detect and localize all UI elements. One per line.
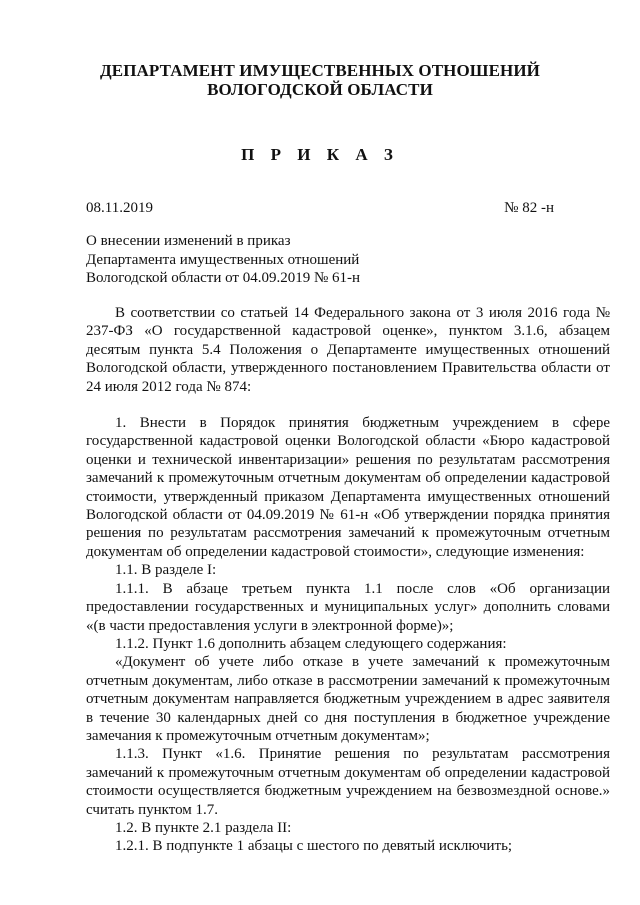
document-number: № 82 -н [504, 200, 554, 216]
document-subject [86, 232, 360, 288]
subject-line3: Вологодской области от 04.09.2019 № 61-н [86, 270, 361, 286]
item-1-2-1-paragraph: 1.2.1. В подпункте 1 абзацы с шестого по девятый исключить; [115, 838, 513, 855]
paragraph-gap [86, 396, 610, 414]
document-type-title: П Р И К А З [241, 145, 399, 164]
item-1-paragraph: 1. Внести в Порядок принятия бюджетным учреждением в сфере государственной кадастровой оценки Вологодской области «Бюро кадастровой оценки и технической инвентаризации» решения по результатам рассмотрения замечаний к промежуточным отчетным документам об определении кадастровой стоимости, утвержденный приказом Департамента имущественных отношений Вологодской области от 04.09.2019 № 61-н «Об утверждении порядка принятия решения по результатам рассмотрения замечаний к промежуточным отчетным документам об определении кадастровой стоимости», следующие изменения: [86, 415, 610, 560]
item-1-1-2-quote-paragraph: «Документ об учете либо отказе в учете замечаний к промежуточным отчетным документам, либо отказе в рассмотрении замечаний к промежуточным отчетным документам направляется бюджетным учреждением в адрес заявителя в течение 30 календарных дней со дня поступления в бюджетное учреждение замечания к промежуточным отчетным документам»; [86, 654, 610, 744]
subject-line2: Департамента имущественных отношений [86, 251, 360, 268]
document-body [86, 304, 610, 856]
preamble-paragraph: В соответствии со статьей 14 Федерального закона от 3 июля 2016 года № 237-ФЗ «О государственной кадастровой оценке», пунктом 3.1.6, абзацем десятым пункта 5.4 Положения о Департаменте имущественных отношений Вологодской области, утвержденного постановлением Правительства области от 24 июля 2012 года № 874: [86, 305, 610, 395]
document-date: 08.11.2019 [86, 200, 153, 216]
subject-line1: О внесении изменений в приказ [86, 233, 291, 249]
organization-name-line1: ДЕПАРТАМЕНТ ИМУЩЕСТВЕННЫХ ОТНОШЕНИЙ [100, 61, 540, 80]
item-1-1-1-paragraph: 1.1.1. В абзаце третьем пункта 1.1 после слов «Об организации предоставлении государственных и муниципальных услуг» дополнить словами «(в части предоставления услуги в электронной форме)»; [86, 580, 610, 634]
organization-name-line2: ВОЛОГОДСКОЙ ОБЛАСТИ [207, 80, 433, 99]
item-1-1-2-paragraph: 1.1.2. Пункт 1.6 дополнить абзацем следующего содержания: [115, 635, 507, 652]
item-1-1-paragraph: 1.1. В разделе I: [115, 562, 217, 579]
item-1-2-paragraph: 1.2. В пункте 2.1 раздела II: [115, 819, 292, 836]
item-1-1-3-paragraph: 1.1.3. Пункт «1.6. Принятие решения по результатам рассмотрения замечаний к промежуточным отчетным документам об определении кадастровой стоимости осуществляется бюджетным учреждением на безвозмездной основе.» считать пунктом 1.7. [86, 746, 610, 818]
